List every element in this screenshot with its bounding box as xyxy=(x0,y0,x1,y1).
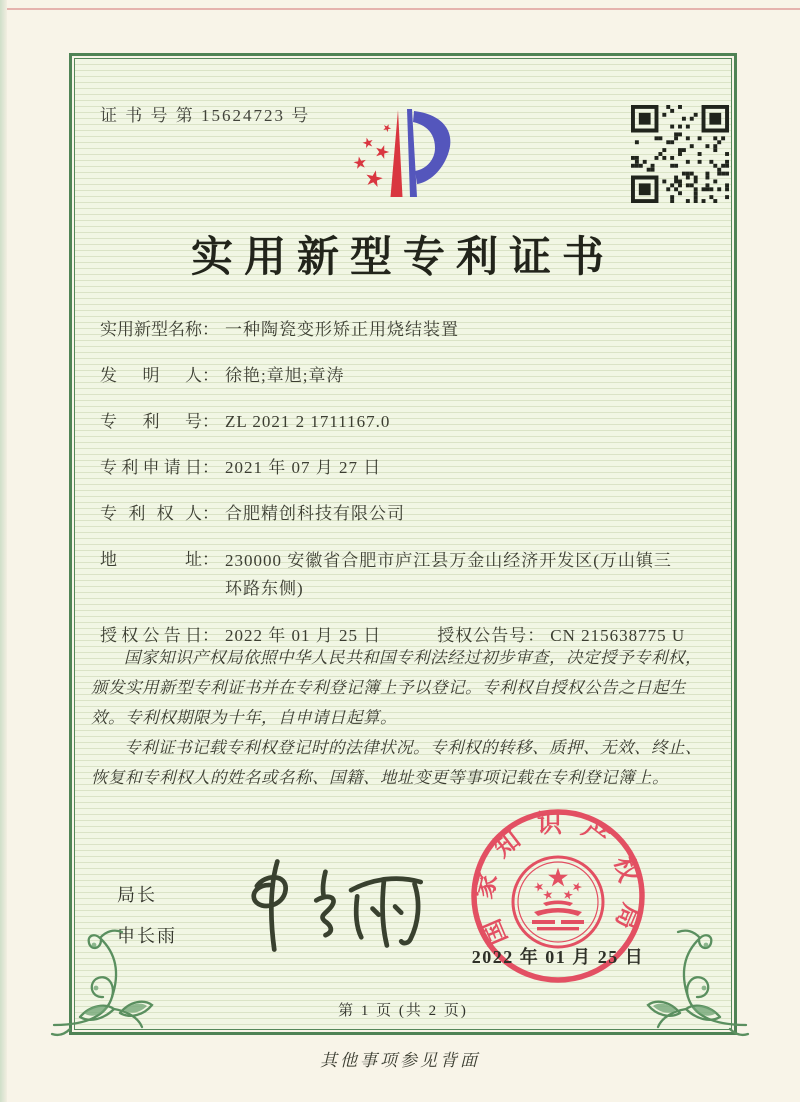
field-value: 合肥精创科技有限公司 xyxy=(225,504,405,523)
seal-date: 2022 年 01 月 25 日 xyxy=(471,947,645,967)
certificate-fields xyxy=(100,317,712,669)
field-colon: ： xyxy=(202,412,219,431)
certificate-title: 实用新型专利证书 xyxy=(190,235,615,281)
field-colon: ： xyxy=(202,366,219,385)
field-label: 授权公告日 xyxy=(100,626,202,645)
legal-paragraphs xyxy=(91,643,707,793)
field-patent-number xyxy=(100,409,712,435)
corner-ornament-icon xyxy=(610,925,750,1040)
scan-artifact-top-line xyxy=(0,8,800,10)
field-utility-model-name xyxy=(100,317,712,343)
page-number: 第 1 页 (共 2 页) xyxy=(338,1003,468,1019)
field-label: 地址 xyxy=(100,550,202,569)
field-label: 实用新型名称 xyxy=(100,320,202,339)
register-statement-paragraph: 专利证书记载专利权登记时的法律状况。专利权的转移、质押、无效、终止、恢复和专利权人的姓名或名称、国籍、地址变更等事项记载在专利登记簿上。 xyxy=(91,738,702,788)
officer-title: 局长 xyxy=(117,885,157,905)
scan-artifact-left-edge xyxy=(0,0,7,1102)
certificate-number: 证 书 号 第 15624723 号 xyxy=(100,106,311,125)
field-label: 专利权人 xyxy=(100,504,202,523)
cnipa-logo-icon xyxy=(330,106,470,216)
field-label: 授权公告号 xyxy=(437,626,528,645)
director-signature xyxy=(220,851,435,959)
qr-code xyxy=(631,105,729,203)
field-label: 专利号 xyxy=(100,412,202,431)
field-inventors xyxy=(100,363,712,389)
field-filing-date xyxy=(100,455,712,481)
field-value: 徐艳;章旭;章涛 xyxy=(225,366,345,385)
field-label: 专利申请日 xyxy=(100,458,202,477)
certificate-frame xyxy=(69,53,737,1035)
field-value: 2021 年 07 月 27 日 xyxy=(225,458,382,477)
field-address xyxy=(100,547,712,603)
field-colon: ： xyxy=(202,458,219,477)
field-colon: ： xyxy=(202,504,219,523)
field-value: 230000 安徽省合肥市庐江县万金山经济开发区(万山镇三环路东侧) xyxy=(225,551,672,598)
national-emblem-icon xyxy=(513,857,603,947)
field-value: CN 215638775 U xyxy=(550,626,686,645)
certificate-frame-inner xyxy=(74,58,732,1030)
back-side-note: 其他事项参见背面 xyxy=(320,1051,480,1070)
field-value: 一种陶瓷变形矫正用烧结装置 xyxy=(225,320,459,339)
field-colon: ： xyxy=(527,626,545,645)
field-colon: ： xyxy=(202,626,219,645)
field-value: 2022 年 01 月 25 日 xyxy=(225,626,382,645)
field-patentee xyxy=(100,501,712,527)
grant-statement-paragraph: 国家知识产权局依照中华人民共和国专利法经过初步审查，决定授予专利权，颁发实用新型专利证书并在专利登记簿上予以登记。专利权自授权公告之日起生效。专利权期限为十年，自申请日起算。 xyxy=(91,648,702,728)
field-value: ZL 2021 2 1711167.0 xyxy=(225,412,391,431)
seal-ring-text: 国家知识产权局 xyxy=(470,810,646,949)
officer-name: 申长雨 xyxy=(117,926,177,946)
field-colon: ： xyxy=(202,550,219,569)
field-colon: ： xyxy=(202,320,219,339)
corner-ornament-icon xyxy=(50,925,190,1040)
field-label: 发明人 xyxy=(100,366,202,385)
